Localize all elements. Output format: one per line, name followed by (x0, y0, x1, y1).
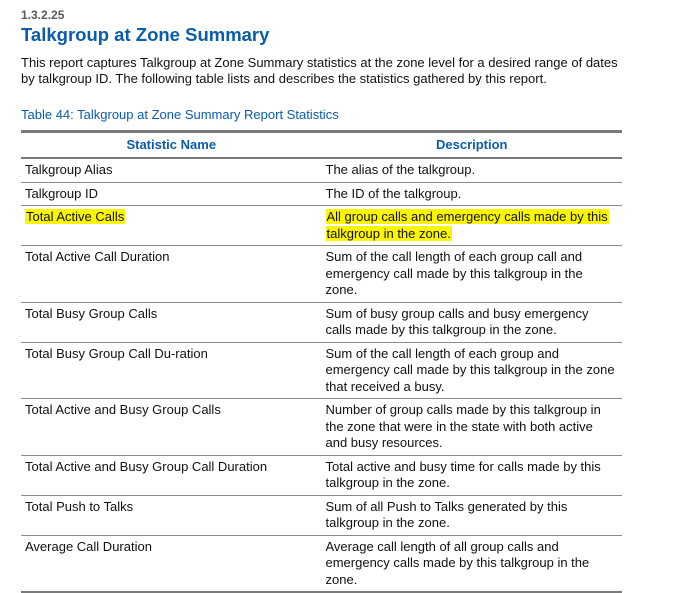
description-cell: The ID of the talkgroup. (325, 185, 462, 201)
statistic-name-cell: Total Busy Group Calls (25, 305, 158, 321)
description-cell: Sum of the call length of each group and emergency call made by this talkgroup in the zone that received a busy. (325, 345, 615, 394)
description-cell: Sum of busy group calls and busy emergency calls made by this talkgroup in the zone. (325, 305, 589, 337)
highlighted-text: All group calls and emergency calls made by this talkgroup in the zone. (326, 209, 608, 241)
table-row (21, 399, 622, 456)
table-row (21, 495, 622, 535)
table-row (21, 455, 622, 495)
description-cell: Sum of all Push to Talks generated by this talkgroup in the zone. (325, 498, 568, 530)
statistic-name-cell (21, 206, 322, 246)
column-header-description: Description (435, 136, 508, 152)
description-cell: Sum of the call length of each group call and emergency call made by this talkgroup in the zone. (325, 249, 583, 297)
statistics-table (21, 130, 622, 593)
table-row (21, 302, 622, 342)
section-number: 1.3.2.25 (21, 8, 65, 22)
section-title: Talkgroup at Zone Summary (21, 24, 270, 45)
table-row-highlighted (21, 206, 622, 246)
description-cell: Number of group calls made by this talkgroup in the zone that were in the state with both active and busy resources. (325, 402, 601, 450)
table-row (21, 342, 622, 399)
statistic-name-cell: Talkgroup ID (25, 185, 98, 201)
description-cell: The alias of the talkgroup. (325, 162, 476, 177)
statistic-name-cell: Average Call Duration (25, 538, 152, 554)
description-cell: Total active and busy time for calls made by this talkgroup in the zone. (325, 458, 601, 490)
statistic-name-cell: Total Busy Group Call Du-ration (25, 345, 208, 361)
highlighted-text: Total Active Calls (26, 209, 125, 224)
table-row (21, 182, 622, 206)
statistic-name-cell: Total Push to Talks (25, 498, 134, 514)
table-row (21, 535, 622, 592)
statistic-name-cell: Total Active Call Duration (25, 249, 170, 264)
table-row (21, 158, 622, 182)
description-cell: Average call length of all group calls and emergency calls made by this talkgroup in the zone. (325, 538, 590, 587)
table-caption: Table 44: Talkgroup at Zone Summary Report Statistics (21, 107, 339, 122)
statistic-name-cell: Total Active and Busy Group Call Duration (25, 458, 268, 474)
intro-paragraph: This report captures Talkgroup at Zone Summary statistics at the zone level for a desired range of dates by talkgroup ID. The following table lists and describes the statistics gathered by this report. (21, 55, 618, 86)
statistic-name-cell: Total Active and Busy Group Calls (25, 402, 221, 417)
statistic-name-cell: Talkgroup Alias (25, 162, 113, 177)
column-header-statistic-name: Statistic Name (126, 136, 217, 152)
table-row (21, 246, 622, 303)
table-header-row (21, 132, 622, 159)
description-cell (322, 206, 623, 246)
